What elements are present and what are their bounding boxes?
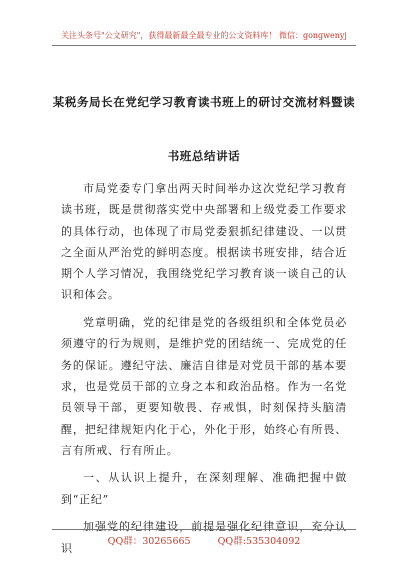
body-paragraph: 党章明确，党的纪律是党的各级组织和全体党员必须遵守的行为规则，是维护党的团结统一、完成党的任务的保证。遵纪守法、廉洁自律是对党员干部的基本要求，也是党员干部的立身之本和政治品格。作为一名党员领导干部，更要知敬畏、存戒惧，时刻保持头脑清醒，把纪律规矩内化于心，外化于形，始终心有所畏、言有所戒、行有所止。 <box>61 316 347 457</box>
section-heading: 一、从认识上提升，在深刻理解、准确把握中做到“正纪” <box>61 471 347 506</box>
header-note: 关注头条号"公文研究"，获得最新最全最专业的公文资料库！ 微信：gongwenyj <box>61 31 347 40</box>
footer-qq-group-2: QQ群:535304092 <box>217 536 301 547</box>
body-paragraph: 市局党委专门拿出两天时间举办这次党纪学习教育读书班，既是贯彻落实党中央部署和上级党委工作要求的具体行动，也体现了市局党委狠抓纪律建设、一以贯之全面从严治党的鲜明态度。根据读书班安排，结合近期个人学习情况，我围绕党纪学习教育谈一谈自己的认识和体会。 <box>61 182 347 302</box>
document-body <box>61 178 347 565</box>
document-title-line-2: 书班总结讲话 <box>167 149 241 163</box>
document-title-line-1: 某税务局长在党纪学习教育读书班上的研讨交流材料暨读 <box>52 95 356 109</box>
body-paragraph: 加强党的纪律建设，前提是强化纪律意识，充分认识 <box>61 520 347 555</box>
footer-qq-group-1: QQ群：30265665 <box>107 536 191 547</box>
footer <box>0 533 408 547</box>
header-divider <box>52 45 356 46</box>
footer-divider <box>52 529 356 530</box>
